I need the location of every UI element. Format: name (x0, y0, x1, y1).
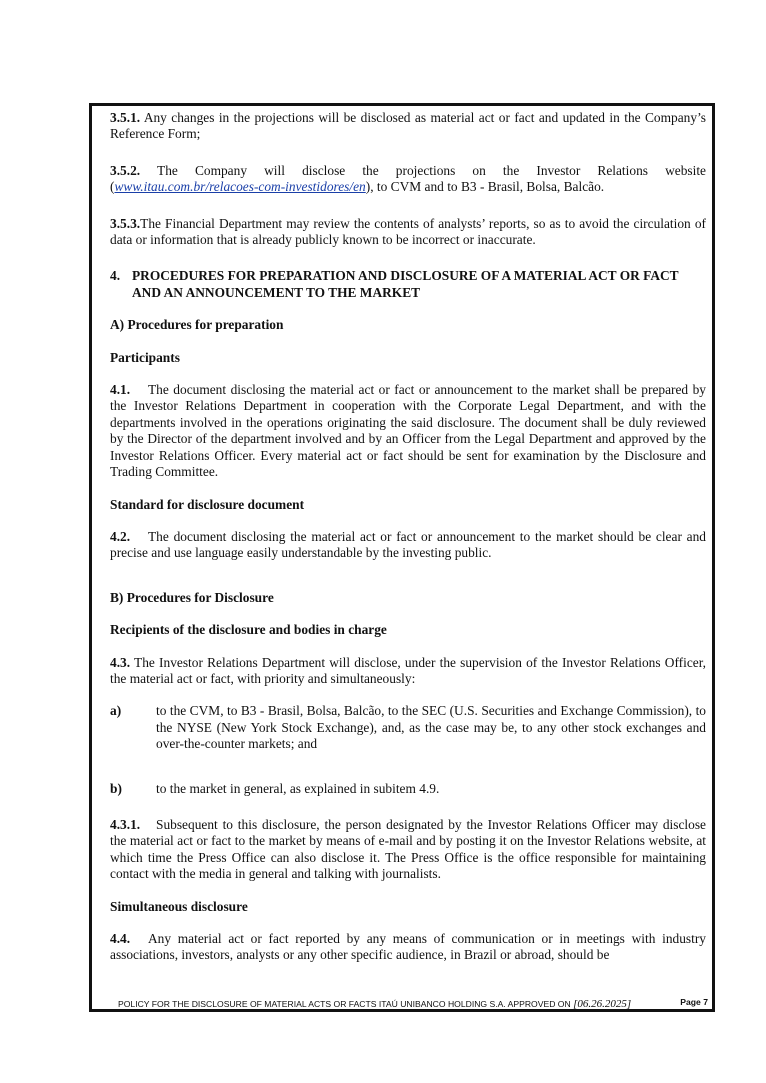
list-item-a: a) to the CVM, to B3 - Brasil, Bolsa, Balcão, to the SEC (U.S. Securities and Exchange Commission), to the NYSE (New York Stock Exchange), and, as the case may be, to any other stock exchanges and over-the-counter markets; and (110, 703, 706, 752)
subheading-procedures-preparation: A) Procedures for preparation (110, 317, 284, 333)
subheading-simultaneous-disclosure: Simultaneous disclosure (110, 898, 248, 914)
section-3-5-1: 3.5.1. Any changes in the projections will be disclosed as material act or fact and updated in the Company’s Reference Form; (110, 110, 706, 142)
investor-relations-link[interactable]: www.itau.com.br/relacoes-com-investidores/en (114, 179, 366, 195)
section-4-1: 4.1. The document disclosing the material act or fact or announcement to the market shall be prepared by the Investor Relations Department in cooperation with the Corporate Legal Department, and with the departments involved in the operations originating the said disclosure. The document shall be duly reviewed by the Director of the department involved and by an Officer from the Legal Department and approved by the Investor Relations Officer. Every material act or fact should be sent for examination by the Disclosure and Trading Committee. (110, 382, 706, 480)
subheading-recipients: Recipients of the disclosure and bodies in charge (110, 622, 387, 638)
document-body (110, 110, 706, 964)
section-4-3: 4.3. The Investor Relations Department will disclose, under the supervision of the Investor Relations Officer, the material act or fact, with priority and simultaneously: (110, 654, 706, 686)
section-4-4: 4.4. Any material act or fact reported by any means of communication or in meetings with industry associations, investors, analysts or any other specific audience, in Brazil or abroad, should be (110, 931, 706, 963)
page-footer (118, 996, 708, 1010)
subheading-procedures-disclosure: B) Procedures for Disclosure (110, 589, 274, 605)
approval-date: [06.26.2025] (573, 998, 632, 1010)
section-3-5-2: 3.5.2. The Company will disclose the projections on the Investor Relations website (www.itau.com.br/relacoes-com-investidores/en), to CVM and to B3 - Brasil, Bolsa, Balcão. (110, 162, 706, 195)
section-3-5-3: 3.5.3.The Financial Department may review the contents of analysts’ reports, so as to avoid the circulation of data or information that is already publicly known to be incorrect or inaccurate. (110, 215, 706, 248)
section-4-heading: 4. PROCEDURES FOR PREPARATION AND DISCLOSURE OF A MATERIAL ACT OR FACT AND AN ANNOUNCEMENT TO THE MARKET (110, 268, 679, 300)
subheading-standard-disclosure-document: Standard for disclosure document (110, 496, 305, 512)
footer-policy-text: POLICY FOR THE DISCLOSURE OF MATERIAL ACTS OR FACTS ITAÚ UNIBANCO HOLDING S.A. APPROVED ON [06.26.2025] (118, 998, 632, 1010)
subheading-participants: Participants (110, 349, 180, 365)
page-number: Page 7 (680, 997, 708, 1007)
list-item-b: b) to the market in general, as explained in subitem 4.9. (110, 780, 440, 796)
section-4-2: 4.2. The document disclosing the material act or fact or announcement to the market should be clear and precise and use language easily understandable by the investing public. (110, 528, 706, 561)
section-4-3-1: 4.3.1. Subsequent to this disclosure, the person designated by the Investor Relations Officer may disclose the material act or fact to the market by means of e-mail and by posting it on the Investor Relations website, at which time the Press Office can also disclose it. The Press Office is the office responsible for maintaining contact with the media in general and talking with journalists. (110, 816, 706, 882)
